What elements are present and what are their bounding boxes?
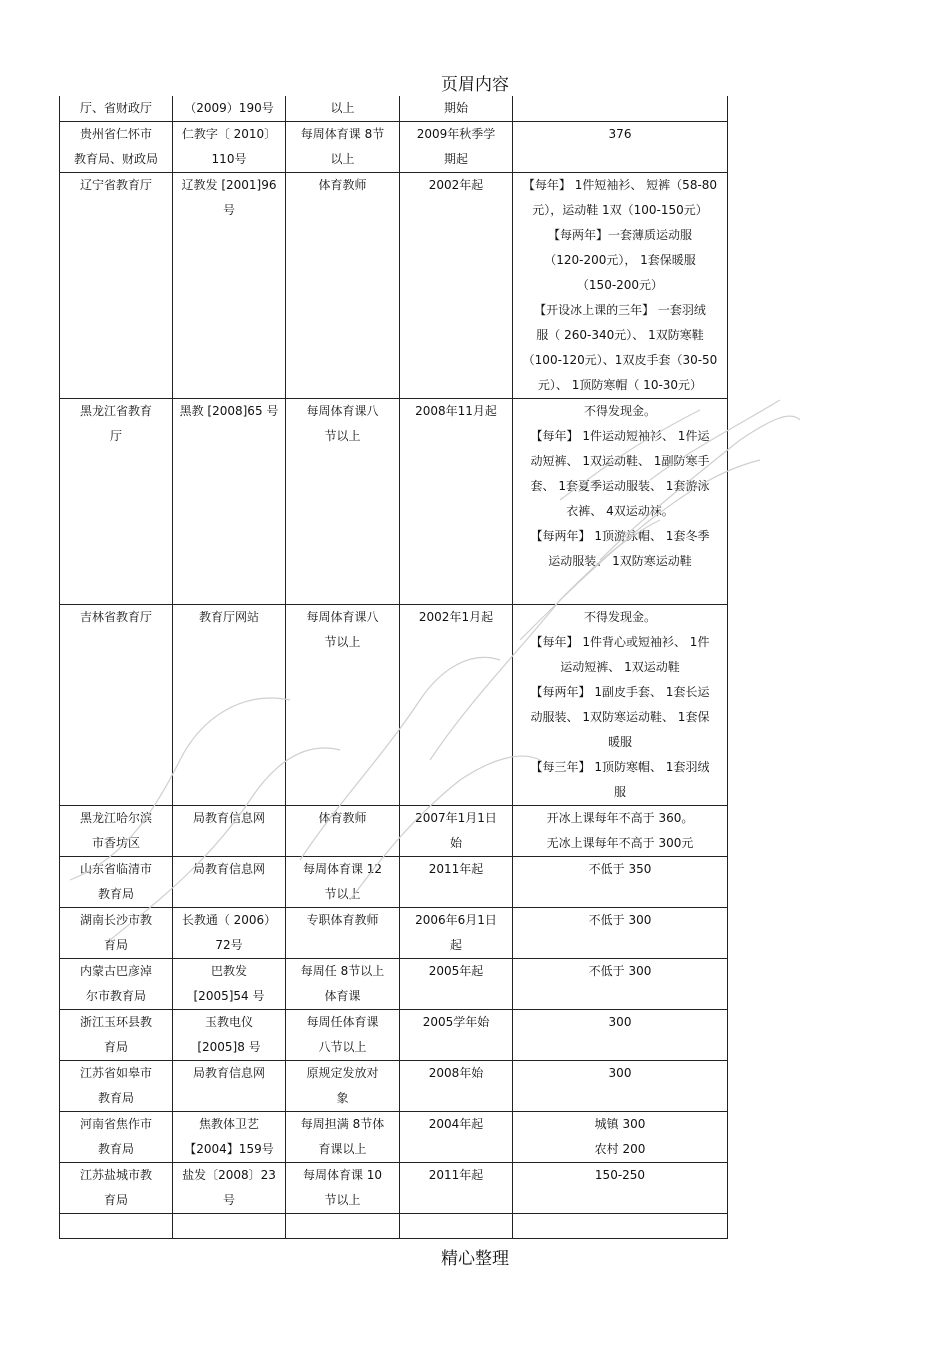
table-cell [60,1214,173,1239]
table-row [60,605,728,806]
table-cell: 黑教 [2008]65 号 [173,399,286,605]
table-cell: 每周体育课 10 节以上 [286,1163,400,1214]
table-cell: 原规定发放对 象 [286,1061,400,1112]
table-cell: 2011年起 [400,857,513,908]
table-cell: 2009年秋季学 期起 [400,122,513,173]
table-cell: 焦教体卫艺 【2004】159号 [173,1112,286,1163]
table-row [60,1214,728,1239]
table-cell: 内蒙古巴彦淖 尔市教育局 [60,959,173,1010]
table-cell: 2007年1月1日 始 [400,806,513,857]
table-cell: 【每年】 1件短袖衫、 短裤（58-80 元），运动鞋 1双（100-150元） 【每两年】一套薄质运动服 （120-200元）， 1套保暖服 （150-200元） 【开设冰上课的三年】 一套羽绒 服（ 260-340元）、 1双防寒鞋 （100-120元）、1双皮手套（30-50 元）、 1顶防寒帽（ 10-30元） [513,173,728,399]
table-cell: 贵州省仁怀市 教育局、财政局 [60,122,173,173]
table-row [60,399,728,605]
page-footer: 精心整理 [441,1249,509,1269]
table-cell: 期始 [400,96,513,122]
table-cell: 不低于 300 [513,908,728,959]
table-cell [400,1214,513,1239]
table-cell: 玉教电仪 [2005]8 号 [173,1010,286,1061]
table-cell: 山东省临清市 教育局 [60,857,173,908]
table-cell: 城镇 300 农村 200 [513,1112,728,1163]
table-cell: 2006年6月1日 起 [400,908,513,959]
table-cell: 2008年始 [400,1061,513,1112]
table-cell: 2002年起 [400,173,513,399]
table-cell: 盐发〔2008〕23 号 [173,1163,286,1214]
table-cell: （2009）190号 [173,96,286,122]
table-cell: 每周任 8节以上 体育课 [286,959,400,1010]
table-cell: 黑龙江哈尔滨 市香坊区 [60,806,173,857]
page-header: 页眉内容 [441,75,509,95]
table-cell: 2005年起 [400,959,513,1010]
table-cell: 局教育信息网 [173,857,286,908]
table-cell: 每周体育课 12 节以上 [286,857,400,908]
table-row [60,122,728,173]
table-cell: 巴教发 [2005]54 号 [173,959,286,1010]
table-cell: 不低于 300 [513,959,728,1010]
table-cell: 局教育信息网 [173,1061,286,1112]
table-cell: 以上 [286,96,400,122]
table-cell: 2011年起 [400,1163,513,1214]
table-cell: 体育教师 [286,173,400,399]
table-cell: 每周任体育课 八节以上 [286,1010,400,1061]
table-row [60,1010,728,1061]
table-cell: 江苏省如皋市 教育局 [60,1061,173,1112]
table-row [60,1163,728,1214]
table-cell [286,1214,400,1239]
table-cell: 2002年1月起 [400,605,513,806]
table-cell: 2004年起 [400,1112,513,1163]
table-cell: 辽教发 [2001]96 号 [173,173,286,399]
table-row [60,959,728,1010]
table-cell: 2008年11月起 [400,399,513,605]
table-row [60,857,728,908]
table-row [60,1112,728,1163]
table-cell: 仁教字〔 2010〕 110号 [173,122,286,173]
table-cell: 长教通（ 2006） 72号 [173,908,286,959]
table-cell: 每周担满 8节体 育课以上 [286,1112,400,1163]
table-cell: 每周体育课八 节以上 [286,399,400,605]
table-cell: 不得发现金。 【每年】 1件运动短袖衫、 1件运 动短裤、 1双运动鞋、 1副防寒手 套、 1套夏季运动服装、 1套游泳 衣裤、 4双运动袜。 【每两年】 1顶游泳帽、 1套冬季 运动服装、 1双防寒运动鞋 [513,399,728,605]
table-cell: 每周体育课八 节以上 [286,605,400,806]
table-body [60,96,728,1239]
table-cell: 局教育信息网 [173,806,286,857]
table-cell [173,1214,286,1239]
table-cell: 每周体育课 8节 以上 [286,122,400,173]
table-cell: 150-250 [513,1163,728,1214]
table-cell: 300 [513,1010,728,1061]
table-cell: 辽宁省教育厅 [60,173,173,399]
table-cell: 教育厅网站 [173,605,286,806]
table-cell: 不得发现金。 【每年】 1件背心或短袖衫、 1件 运动短裤、 1双运动鞋 【每两年】 1副皮手套、 1套长运 动服装、 1双防寒运动鞋、 1套保 暖服 【每三年】 1顶防寒帽、 1套羽绒 服 [513,605,728,806]
table-row [60,96,728,122]
table-cell: 吉林省教育厅 [60,605,173,806]
table-cell: 体育教师 [286,806,400,857]
table-row [60,908,728,959]
table-cell: 湖南长沙市教 育局 [60,908,173,959]
table-cell: 300 [513,1061,728,1112]
table-cell: 不低于 350 [513,857,728,908]
table-cell: 河南省焦作市 教育局 [60,1112,173,1163]
table-cell: 厅、省财政厅 [60,96,173,122]
table-cell: 376 [513,122,728,173]
table-cell: 黑龙江省教育 厅 [60,399,173,605]
table-row [60,173,728,399]
subsidy-table [59,96,728,1239]
table-cell: 开冰上课每年不高于 360。 无冰上课每年不高于 300元 [513,806,728,857]
table-row [60,806,728,857]
table-cell [513,1214,728,1239]
table-cell: 浙江玉环县教 育局 [60,1010,173,1061]
table-cell [513,96,728,122]
table-cell: 江苏盐城市教 育局 [60,1163,173,1214]
table-row [60,1061,728,1112]
table-cell: 专职体育教师 [286,908,400,959]
table-cell: 2005学年始 [400,1010,513,1061]
